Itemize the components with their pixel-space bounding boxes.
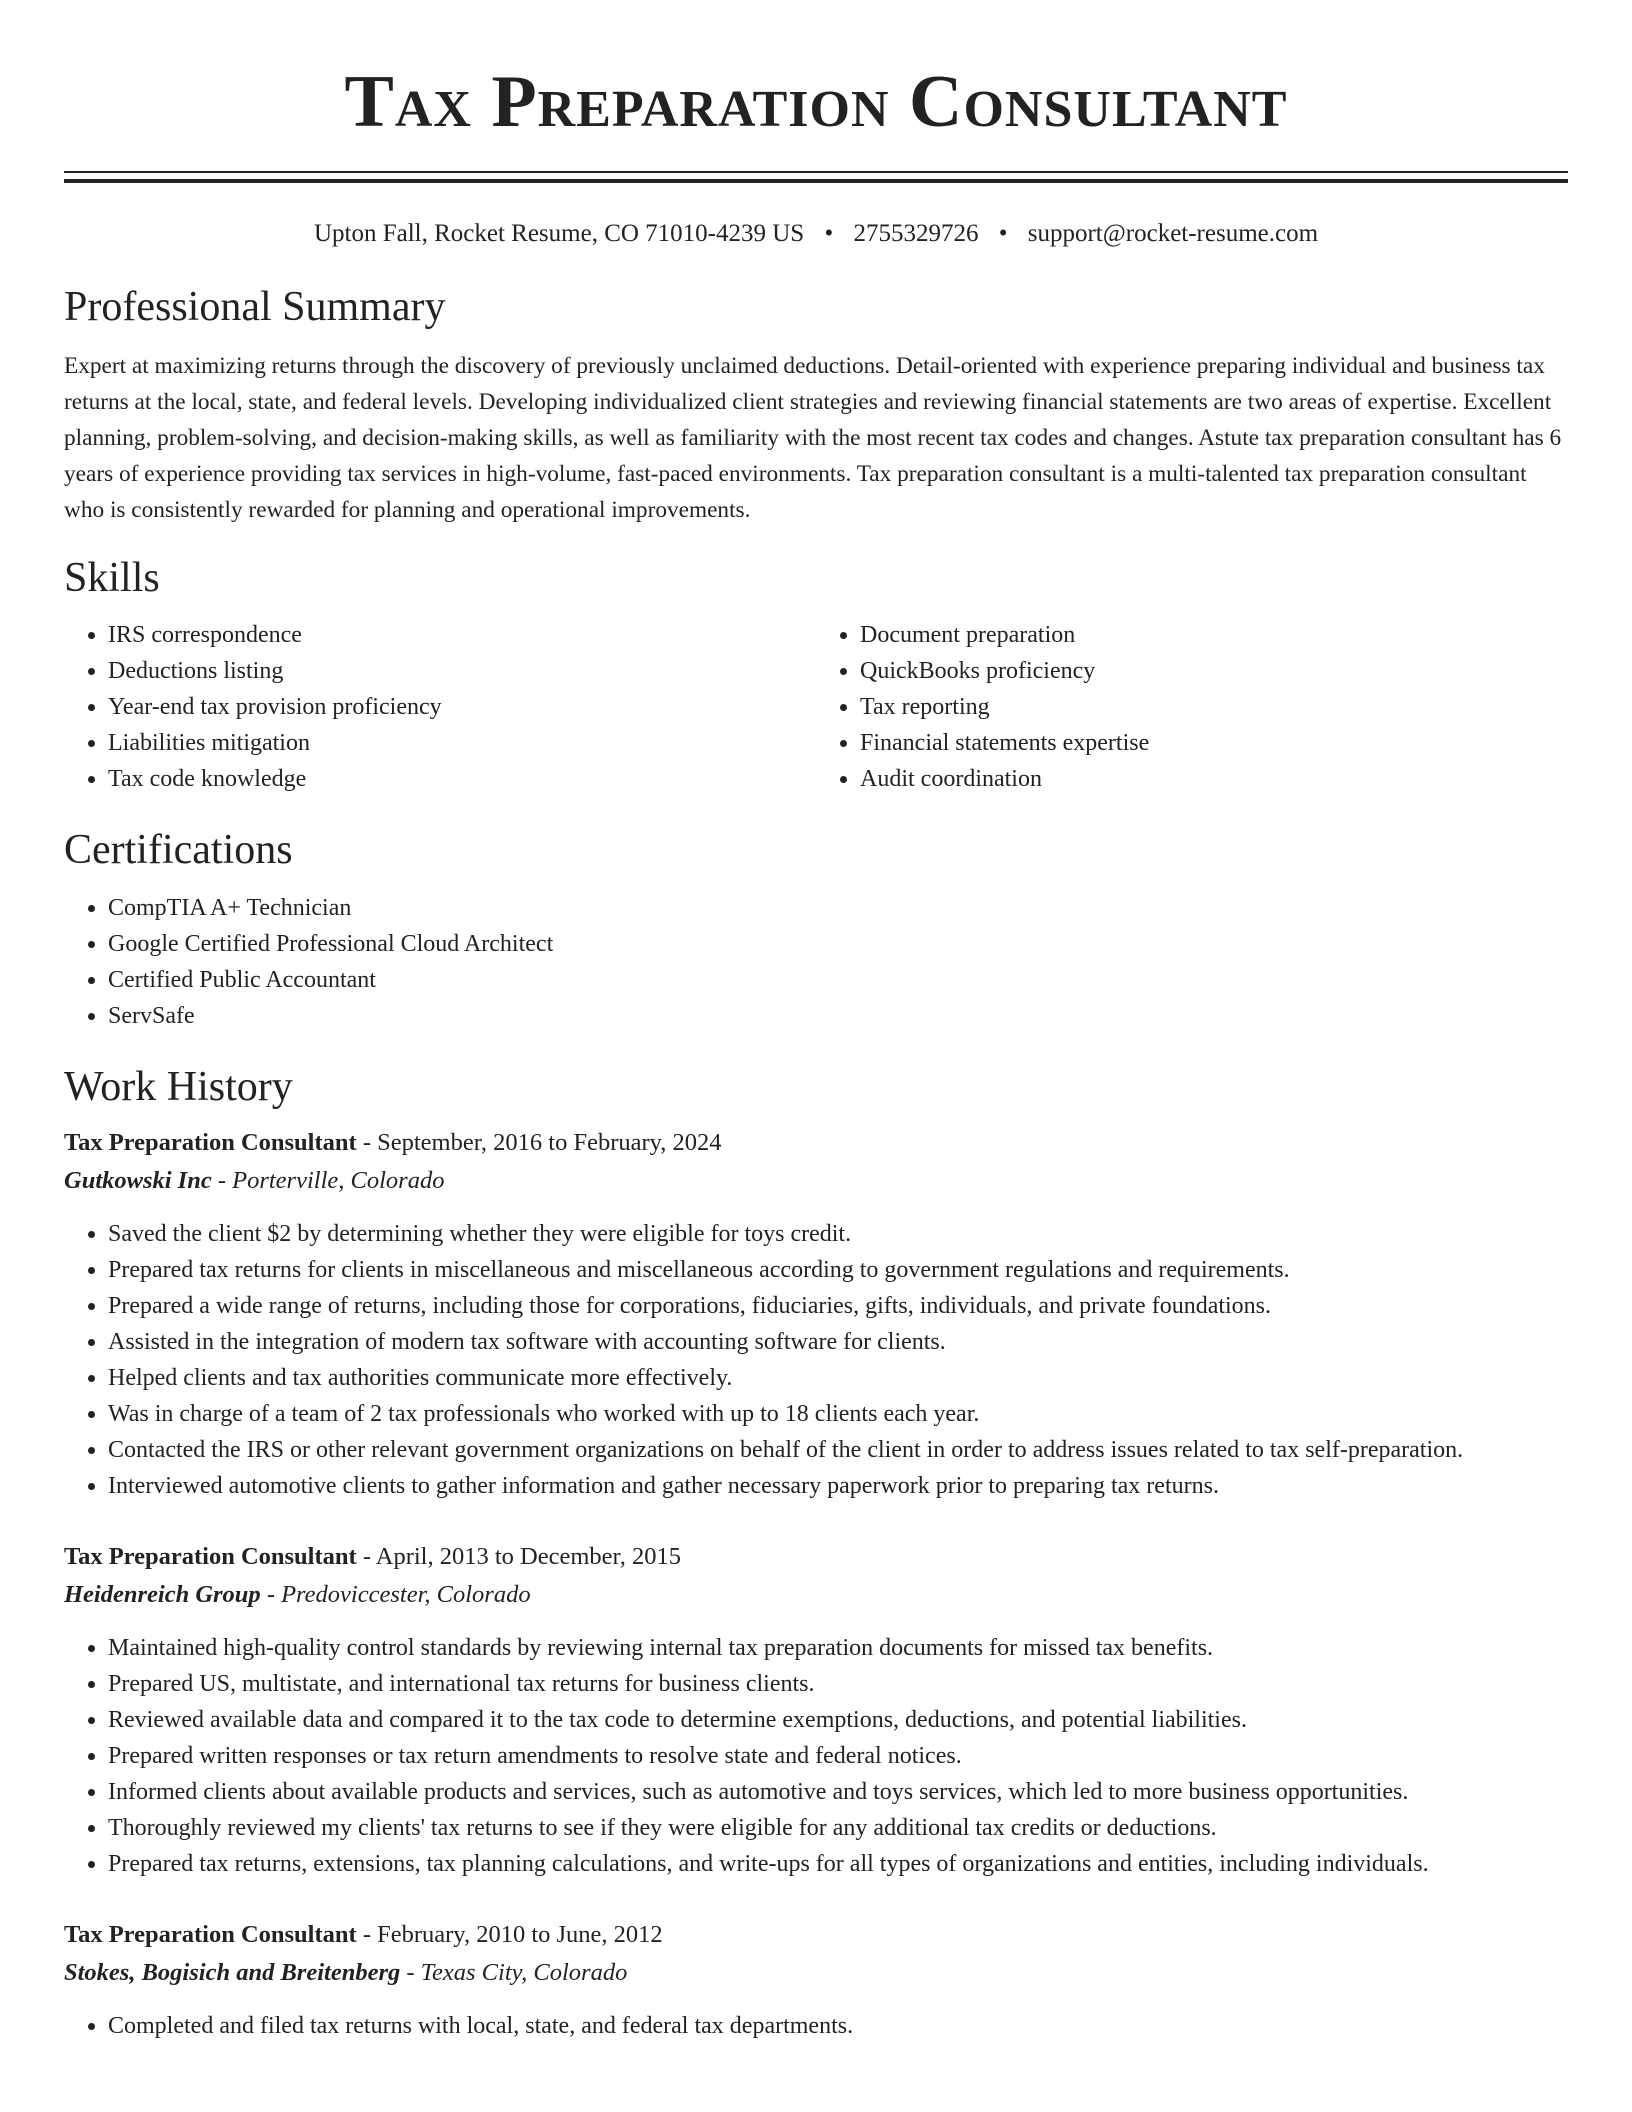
job-company-line <box>64 1576 1568 1614</box>
skills-section <box>64 553 1568 797</box>
job-company: Heidenreich Group <box>64 1581 261 1608</box>
certification-item: • Google Certified Professional Cloud Architect <box>108 926 1568 962</box>
job-entry <box>64 1538 1568 1882</box>
job-title-line <box>64 1538 1568 1576</box>
job-bullet: • Assisted in the integration of modern tax software with accounting software for clients. <box>108 1324 1568 1360</box>
job-entry <box>64 1916 1568 2044</box>
skill-item: • Financial statements expertise <box>860 725 1568 761</box>
job-dates: - September, 2016 to February, 2024 <box>356 1129 722 1156</box>
skill-item: • QuickBooks proficiency <box>860 653 1568 689</box>
certification-item: • ServSafe <box>108 998 1568 1034</box>
job-bullets <box>64 2008 1568 2044</box>
job-bullet: • Contacted the IRS or other relevant government organizations on behalf of the client in order to address issues related to tax self-preparation. <box>108 1432 1568 1468</box>
job-dates: - February, 2010 to June, 2012 <box>356 1921 663 1948</box>
skill-item: • Audit coordination <box>860 761 1568 797</box>
summary-heading: Professional Summary <box>64 284 446 330</box>
job-bullet: • Prepared a wide range of returns, including those for corporations, fiduciaries, gifts, individuals, and private foundations. <box>108 1288 1568 1324</box>
contact-line <box>64 219 1568 249</box>
contact-separator: • <box>998 220 1008 247</box>
resume-title: Tax Preparation Consultant <box>344 61 1288 143</box>
skills-heading: Skills <box>64 555 160 601</box>
job-company-line <box>64 1954 1568 1992</box>
skill-item: • Document preparation <box>860 617 1568 653</box>
job-bullets <box>64 1216 1568 1504</box>
job-title: Tax Preparation Consultant <box>64 1921 357 1948</box>
skill-item: • Liabilities mitigation <box>108 725 816 761</box>
job-bullet: • Interviewed automotive clients to gather information and gather necessary paperwork prior to preparing tax returns. <box>108 1468 1568 1504</box>
job-location: - Porterville, Colorado <box>211 1167 445 1194</box>
certifications-heading: Certifications <box>64 827 293 873</box>
job-bullet: • Helped clients and tax authorities communicate more effectively. <box>108 1360 1568 1396</box>
job-bullets <box>64 1630 1568 1882</box>
job-entry <box>64 1124 1568 1504</box>
contact-address: Upton Fall, Rocket Resume, CO 71010-4239 US <box>313 220 805 247</box>
job-location: - Predoviccester, Colorado <box>260 1581 531 1608</box>
skills-list-left <box>64 617 816 797</box>
job-title: Tax Preparation Consultant <box>64 1129 357 1156</box>
contact-phone: 2755329726 <box>853 220 979 247</box>
job-company-line <box>64 1162 1568 1200</box>
job-bullet: • Maintained high-quality control standards by reviewing internal tax preparation documents for missed tax benefits. <box>108 1630 1568 1666</box>
contact-email: support@rocket-resume.com <box>1027 220 1319 247</box>
skill-item: • Deductions listing <box>108 653 816 689</box>
skill-item: • IRS correspondence <box>108 617 816 653</box>
certifications-list <box>64 890 1568 1034</box>
skills-list-right <box>816 617 1568 797</box>
work-history-heading: Work History <box>64 1064 293 1110</box>
job-bullet: • Completed and filed tax returns with local, state, and federal tax departments. <box>108 2008 1568 2044</box>
skill-item: • Tax reporting <box>860 689 1568 725</box>
job-location: - Texas City, Colorado <box>400 1959 628 1986</box>
skill-item: • Tax code knowledge <box>108 761 816 797</box>
job-bullet: • Informed clients about available products and services, such as automotive and toys services, which led to more business opportunities. <box>108 1774 1568 1810</box>
job-dates: - April, 2013 to December, 2015 <box>356 1543 681 1570</box>
job-title-line <box>64 1916 1568 1954</box>
work-history-section <box>64 1062 1568 2044</box>
job-title-line <box>64 1124 1568 1162</box>
job-bullet: • Prepared written responses or tax return amendments to resolve state and federal notices. <box>108 1738 1568 1774</box>
job-bullet: • Prepared tax returns for clients in miscellaneous and miscellaneous according to government regulations and requirements. <box>108 1252 1568 1288</box>
job-company: Stokes, Bogisich and Breitenberg <box>64 1959 401 1986</box>
certification-item: • CompTIA A+ Technician <box>108 890 1568 926</box>
job-title: Tax Preparation Consultant <box>64 1543 357 1570</box>
skill-item: • Year-end tax provision proficiency <box>108 689 816 725</box>
certifications-section <box>64 825 1568 1034</box>
summary-text: Expert at maximizing returns through the discovery of previously unclaimed deductions. Detail-oriented with experience preparing individual and business tax returns at the local, state, and federal levels. Developing individualized client strategies and reviewing financial statements are two areas of expertise. Excellent planning, problem-solving, and decision-making skills, as well as familiarity with the most recent tax codes and changes. Astute tax preparation consultant has 6 years of experience providing tax services in high-volume, fast-paced environments. Tax preparation consultant is a multi-talented tax preparation consultant who is consistently rewarded for planning and operational improvements. <box>64 353 1562 523</box>
job-bullet: • Thoroughly reviewed my clients' tax returns to see if they were eligible for any additional tax credits or deductions. <box>108 1810 1568 1846</box>
job-bullet: • Reviewed available data and compared it to the tax code to determine exemptions, deductions, and potential liabilities. <box>108 1702 1568 1738</box>
certification-item: • Certified Public Accountant <box>108 962 1568 998</box>
summary-section <box>64 282 1568 528</box>
contact-separator: • <box>824 220 834 247</box>
job-bullet: • Prepared US, multistate, and international tax returns for business clients. <box>108 1666 1568 1702</box>
job-bullet: • Prepared tax returns, extensions, tax planning calculations, and write-ups for all types of organizations and entities, including individuals. <box>108 1846 1568 1882</box>
job-company: Gutkowski Inc <box>64 1167 212 1194</box>
title-divider <box>64 171 1568 183</box>
job-bullet: • Saved the client $2 by determining whether they were eligible for toys credit. <box>108 1216 1568 1252</box>
job-bullet: • Was in charge of a team of 2 tax professionals who worked with up to 18 clients each year. <box>108 1396 1568 1432</box>
